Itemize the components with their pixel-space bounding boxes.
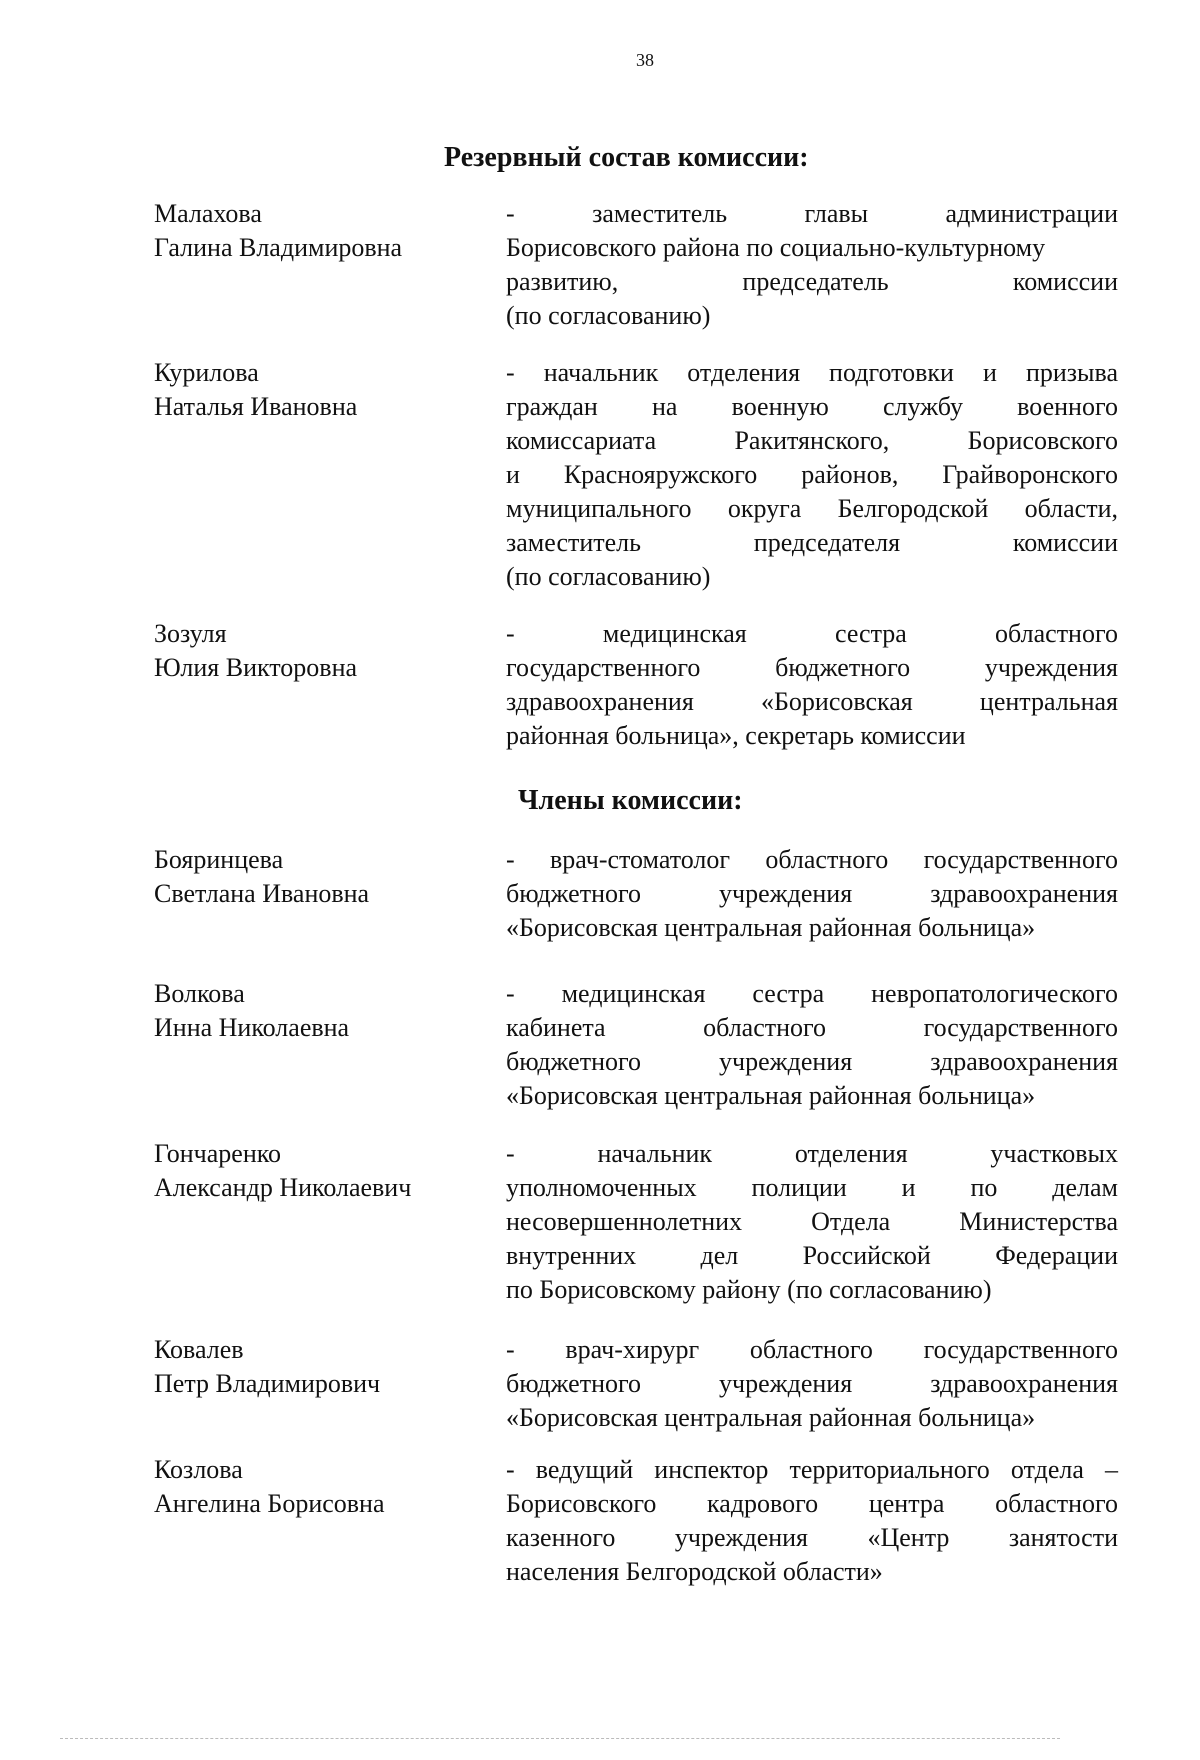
person-name: [154, 1137, 484, 1205]
person-name: [154, 1453, 484, 1521]
person-name: [154, 356, 484, 424]
position-line: муниципального округа Белгородской области,: [506, 494, 1118, 523]
position-line: - начальник отделения участковых: [506, 1139, 1118, 1168]
person-position: [506, 1333, 1118, 1435]
position-line: государственного бюджетного учреждения: [506, 653, 1118, 682]
members-heading: Члены комиссии:: [518, 785, 743, 816]
person-given-name: Юлия Викторовна: [154, 653, 358, 682]
position-line: (по согласованию): [506, 562, 711, 591]
position-line: - медицинская сестра областного: [506, 619, 1118, 648]
position-line: по Борисовскому району (по согласованию): [506, 1275, 992, 1304]
position-line: Борисовского района по социально-культурному: [506, 233, 1046, 262]
person-position: [506, 356, 1118, 594]
position-line: - заместитель главы администрации: [506, 199, 1118, 228]
person-surname: Козлова: [154, 1455, 243, 1484]
person-given-name: Инна Николаевна: [154, 1013, 350, 1042]
position-line: бюджетного учреждения здравоохранения: [506, 879, 1118, 908]
position-line: несовершеннолетних Отдела Министерства: [506, 1207, 1118, 1236]
position-line: - врач-стоматолог областного государственного: [506, 845, 1118, 874]
scan-edge-divider: [60, 1738, 1060, 1739]
position-line: бюджетного учреждения здравоохранения: [506, 1369, 1118, 1398]
position-line: здравоохранения «Борисовская центральная: [506, 687, 1118, 716]
person-name: [154, 1333, 484, 1401]
position-line: кабинета областного государственного: [506, 1013, 1118, 1042]
person-given-name: Наталья Ивановна: [154, 392, 358, 421]
position-line: бюджетного учреждения здравоохранения: [506, 1047, 1118, 1076]
person-position: [506, 197, 1118, 333]
person-surname: Ковалев: [154, 1335, 244, 1364]
person-position: [506, 843, 1118, 945]
position-line: и Краснояружского районов, Грайворонского: [506, 460, 1118, 489]
position-line: комиссариата Ракитянского, Борисовского: [506, 426, 1118, 455]
person-surname: Курилова: [154, 358, 259, 387]
person-position: [506, 977, 1118, 1113]
position-line: граждан на военную службу военного: [506, 392, 1118, 421]
person-surname: Гончаренко: [154, 1139, 282, 1168]
person-name: [154, 977, 484, 1045]
person-surname: Малахова: [154, 199, 262, 228]
position-line: - медицинская сестра невропатологического: [506, 979, 1118, 1008]
position-line: внутренних дел Российской Федерации: [506, 1241, 1118, 1270]
person-given-name: Александр Николаевич: [154, 1173, 412, 1202]
position-line: «Борисовская центральная районная больница»: [506, 1081, 1036, 1110]
person-name: [154, 617, 484, 685]
position-line: заместитель председателя комиссии: [506, 528, 1118, 557]
position-line: «Борисовская центральная районная больница»: [506, 1403, 1036, 1432]
position-line: - начальник отделения подготовки и призыва: [506, 358, 1118, 387]
position-line: населения Белгородской области»: [506, 1557, 883, 1586]
person-surname: Зозуля: [154, 619, 227, 648]
position-line: - врач-хирург областного государственного: [506, 1335, 1118, 1364]
person-surname: Бояринцева: [154, 845, 284, 874]
reserve-heading: Резервный состав комиссии:: [444, 142, 809, 173]
person-given-name: Петр Владимирович: [154, 1369, 381, 1398]
person-position: [506, 617, 1118, 753]
person-given-name: Светлана Ивановна: [154, 879, 370, 908]
person-position: [506, 1453, 1118, 1589]
position-line: казенного учреждения «Центр занятости: [506, 1523, 1118, 1552]
person-given-name: Ангелина Борисовна: [154, 1489, 385, 1518]
person-surname: Волкова: [154, 979, 245, 1008]
person-name: [154, 197, 484, 265]
position-line: (по согласованию): [506, 301, 711, 330]
person-given-name: Галина Владимировна: [154, 233, 403, 262]
person-position: [506, 1137, 1118, 1307]
position-line: районная больница», секретарь комиссии: [506, 721, 966, 750]
position-line: - ведущий инспектор территориального отдела –: [506, 1455, 1118, 1484]
position-line: развитию, председатель комиссии: [506, 267, 1118, 296]
position-line: Борисовского кадрового центра областного: [506, 1489, 1118, 1518]
page-number: 38: [636, 50, 654, 70]
person-name: [154, 843, 484, 911]
position-line: «Борисовская центральная районная больница»: [506, 913, 1036, 942]
position-line: уполномоченных полиции и по делам: [506, 1173, 1118, 1202]
